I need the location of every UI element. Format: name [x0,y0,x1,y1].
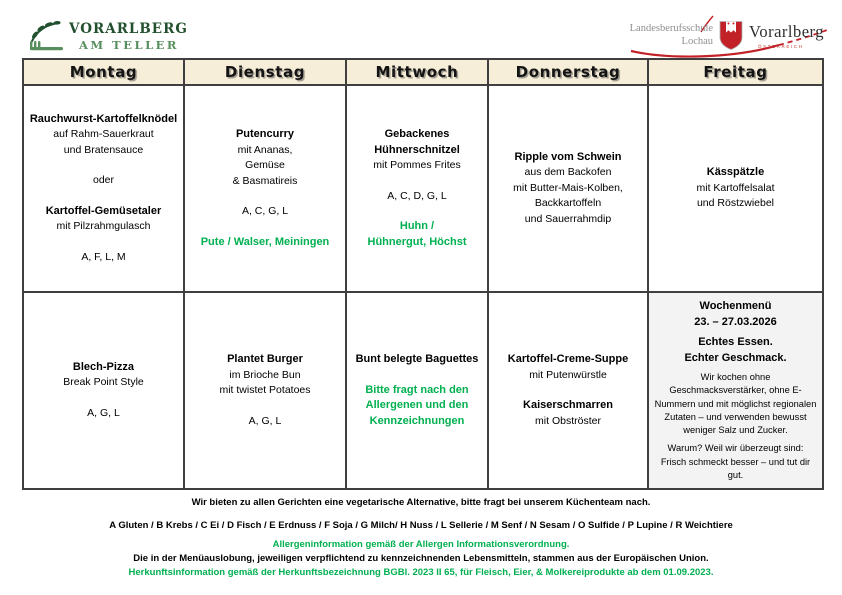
menu-line: Hühnergut, Höchst [367,235,467,248]
menu-line: A, G, L [87,406,120,419]
menu-cell-donnerstag-row1 [489,86,649,293]
menu-line: mit Kartoffelsalat [696,181,775,194]
day-header-donnerstag: Donnerstag [489,60,649,86]
landesberufsschule-logo [630,20,824,51]
menu-line: Plantet Burger [227,353,303,365]
menu-line: Blech-Pizza [72,360,135,373]
menu-line: auf Rahm-Sauerkraut [53,128,154,141]
menu-line: A, C, G, L [241,205,289,217]
footer-line: Wir bieten zu allen Gerichten eine vegetarische Alternative, bitte fragt bei unserem Küchenteam nach. [191,497,651,508]
school-name-line1: Landesberufsschule [629,23,714,35]
region-subtitle: ÖSTERREICH [758,44,804,49]
menu-cell-montag-row1 [24,86,185,293]
menu-line: Frisch schmeckt besser – und tut dir gut. [660,456,811,480]
weekly-menu-table [22,58,824,490]
vorarlberg-am-teller-logo [26,18,188,54]
footer-line: A Gluten / B Krebs / C Ei / D Fisch / E Erdnuss / F Soja / G Milch/ H Nuss / L Sellerie / M Senf / N Sesam / O Sulfide / P Lupine / R Weichtiere [109,520,733,531]
menu-line: Rauchwurst-Kartoffelknödel [29,112,178,125]
menu-line: Kässpätzle [706,166,765,179]
menu-line: 23. – 27.03.2026 [694,315,777,328]
menu-line: mit Butter-Mais-Kolben, [513,181,623,194]
menu-line: Kartoffel-Gemüsetaler [45,204,162,217]
menu-line: Echtes Essen. [698,336,773,349]
menu-line: Gemüse [245,159,285,171]
menu-cell-dienstag-row2 [185,293,347,488]
menu-line: Warum? Weil wir überzeugt sind: [667,443,804,454]
menu-cell-dienstag-row1 [185,86,347,293]
menu-line: Backkartoffeln [534,197,602,210]
menu-line: Wir kochen ohne Geschmacksverstärker, ohne E-Nummern und mit möglichst regionalen Zutaten – und verwenden bewusst weniger Salz und Zucker. [654,372,817,436]
menu-line: Putencurry [235,128,295,140]
day-header-mittwoch: Mittwoch [347,60,489,86]
day-header-montag: Montag [24,60,185,86]
footer-line: Die in der Menüauslobung, jeweiligen verpflichtend zu kennzeichnenden Lebensmitteln, stammen aus der Europäischen Union. [133,553,709,564]
menu-line: Kennzeichnungen [369,414,465,427]
region-name: Vorarlberg [749,22,824,41]
menu-line: mit Pilzrahmgulasch [56,220,151,233]
day-header-dienstag: Dienstag [185,60,347,86]
day-header-freitag: Freitag [649,60,822,86]
menu-cell-freitag-row1 [649,86,822,293]
menu-line: Kartoffel-Creme-Suppe [507,353,629,365]
menu-line: mit Obströster [535,414,601,427]
menu-line: Hühnerschnitzel [374,143,460,156]
menu-cell-freitag-row2 [649,293,822,488]
footer-line: Allergeninformation gemäß der Allergen Informationsverordnung. [272,539,570,550]
menu-line: A, F, L, M [81,250,126,263]
menu-line: Bunt belegte Baguettes [355,353,479,365]
menu-line: Allergenen und den [365,399,469,411]
menu-line: mit twistet Potatoes [219,384,311,396]
menu-cell-mittwoch-row2 [347,293,489,488]
logo-text-vorarlberg: VORARLBERG [69,20,188,37]
school-name [630,23,713,47]
menu-line: im Brioche Bun [229,368,301,381]
menu-line: A, G, L [248,414,282,427]
menu-cell-donnerstag-row2 [489,293,649,488]
menu-line: aus dem Backofen [524,166,612,179]
menu-line: Huhn / [399,220,435,232]
vorarlberg-shield-icon [718,20,744,51]
leaf-fork-icon [26,18,64,54]
menu-line: und Röstzwiebel [696,197,775,210]
menu-line: Pute / Walser, Meiningen [200,235,330,248]
menu-line: mit Pommes Frites [373,159,461,171]
menu-line: und Sauerrahmdip [524,212,612,225]
footer-line: Herkunftsinformation gemäß der Herkunftsbezeichnung BGBl. 2023 II 65, für Fleisch, Eier, & Molkereiprodukte ab dem 01.09.2023. [128,567,714,578]
menu-line: oder [92,174,114,187]
menu-line: Bitte fragt nach den [365,383,469,396]
menu-line: Kaiserschmarren [523,399,613,411]
menu-cell-montag-row2 [24,293,185,488]
footer-notes [0,496,842,580]
menu-line: Gebackenes [384,128,450,140]
menu-cell-mittwoch-row1 [347,86,489,293]
menu-line: und Bratensauce [63,143,144,156]
logo-text-am-teller: AM TELLER [79,37,179,52]
vorarlberg-wordmark [749,22,824,49]
menu-line: A, C, D, G, L [387,189,447,202]
school-name-line2: Lochau [681,35,714,47]
menu-line: mit Putenwürstle [529,368,607,381]
menu-line: Ripple vom Schwein [514,150,622,163]
menu-line: Wochenmenü [699,300,772,312]
menu-line: Break Point Style [63,376,144,389]
menu-line: mit Ananas, [237,143,293,156]
menu-line: Echter Geschmack. [684,351,787,364]
menu-line: & Basmatireis [232,174,298,187]
